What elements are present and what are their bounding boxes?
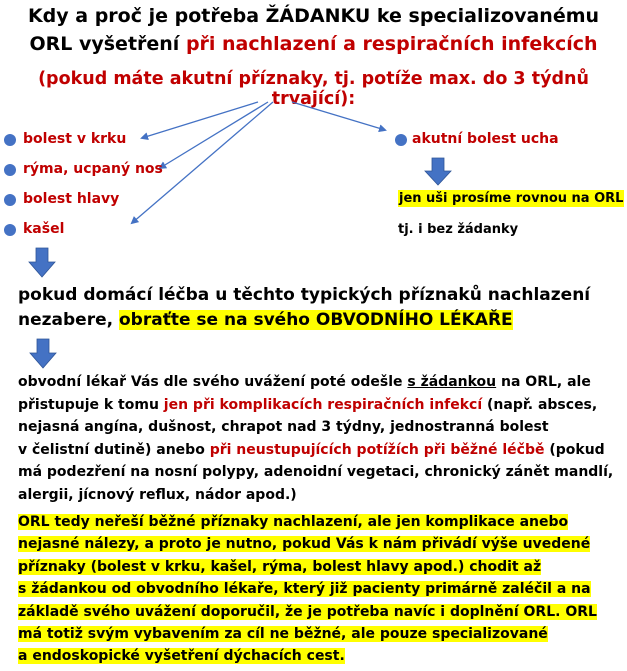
title-line-2-red: při nachlazení a respiračních infekcích bbox=[185, 33, 598, 55]
para3-line-text: má totiž svým vybavením za cíl ne běžné, ale pouze specializované bbox=[18, 626, 548, 643]
para3-line bbox=[18, 623, 618, 645]
para3-line bbox=[18, 645, 618, 667]
para2-text: (např. absces, bbox=[482, 396, 598, 413]
down-arrow-icon-2 bbox=[30, 339, 56, 368]
symptom-label: rýma, ucpaný nos bbox=[23, 161, 163, 177]
symptom-label: bolest hlavy bbox=[23, 191, 120, 207]
para2-text: na ORL, ale bbox=[496, 374, 591, 390]
title-line-1: Kdy a proč je potřeba ŽÁDANKU ke specializovanému bbox=[27, 5, 600, 27]
para2-line: alergii, jícnový reflux, nádor apod.) bbox=[18, 486, 297, 503]
arrow-to-ryma bbox=[160, 102, 268, 168]
para2-text: (pokud bbox=[544, 441, 605, 458]
para3-line-text: základě svého uvážení doporučil, že je potřeba navíc i doplnění ORL. ORL bbox=[18, 603, 597, 620]
ear-note-line-2: tj. i bez žádanky bbox=[398, 222, 519, 237]
para2-text: přistupuje k tomu bbox=[18, 396, 164, 413]
down-arrow-icon-1 bbox=[29, 248, 55, 277]
para2-line bbox=[18, 371, 618, 394]
para2-line: nejasná angína, dušnost, chrapot nad 3 týdny, jednostranná bolest bbox=[18, 419, 549, 435]
down-arrow-icon-ear bbox=[425, 158, 451, 185]
para3-line-text: ORL tedy neřeší běžné příznaky nachlazení, ale jen komplikace anebo bbox=[18, 514, 569, 530]
ear-label: akutní bolest ucha bbox=[412, 131, 559, 147]
para3-line bbox=[18, 578, 618, 600]
arrow-to-bolest-krku bbox=[142, 102, 258, 138]
subtitle: (pokud máte akutní příznaky, tj. potíže max. do 3 týdnů trvající): bbox=[38, 69, 589, 109]
para2-red-complications: jen při komplikacích respiračních infekcí bbox=[163, 396, 483, 413]
para3-line-text: nejasné nálezy, a proto je nutno, pokud Vás k nám přivádí výše uvedené bbox=[18, 536, 591, 553]
title-line-2-black: ORL vyšetření bbox=[29, 33, 186, 55]
para3-line-text: s žádankou od obvodního lékaře, který již pacienty primárně zaléčil a na bbox=[18, 581, 591, 598]
bullet-dot-icon bbox=[4, 134, 16, 146]
arrow-to-ucho bbox=[292, 102, 385, 130]
para3-line bbox=[18, 556, 618, 578]
para1-line-2 bbox=[18, 308, 618, 333]
para3-line-text: příznaky (bolest v krku, kašel, rýma, bolest hlavy apod.) chodit až bbox=[18, 558, 542, 575]
para2-line bbox=[18, 439, 618, 462]
bullet-dot-icon bbox=[4, 224, 16, 236]
para1-line-1: pokud domácí léčba u těchto typických příznaků nachlazení bbox=[18, 285, 591, 305]
ear-note-highlight: jen uši prosíme rovnou na ORL bbox=[399, 191, 624, 206]
para1-line-2-plain: nezabere, bbox=[18, 310, 119, 330]
para2-text: obvodní lékař Vás dle svého uvážení poté odešle bbox=[18, 374, 408, 390]
para2-line bbox=[18, 394, 618, 417]
para3-line bbox=[18, 601, 618, 623]
para2-line: má podezření na nosní polypy, adenoidní vegetaci, chronický zánět mandlí, bbox=[18, 464, 614, 480]
para3-line-text: a endoskopické vyšetření dýchacích cest. bbox=[18, 648, 345, 665]
paragraph-gp-advice bbox=[18, 283, 618, 333]
bullet-dot-icon bbox=[4, 164, 16, 176]
bullet-dot-icon bbox=[395, 134, 407, 146]
para2-red-persistent: při neustupujících potížích při běžné léčbě bbox=[209, 441, 545, 458]
bullet-dot-icon bbox=[4, 194, 16, 206]
para3-line bbox=[18, 511, 618, 533]
symptom-label: kašel bbox=[23, 221, 65, 237]
symptom-label: bolest v krku bbox=[23, 131, 127, 147]
paragraph-referral bbox=[18, 371, 618, 506]
paragraph-orl-explanation bbox=[18, 511, 618, 668]
para3-line bbox=[18, 533, 618, 555]
para2-text: v čelistní dutině) anebo bbox=[18, 441, 210, 458]
para1-highlight: obraťte se na svého OBVODNÍHO LÉKAŘE bbox=[119, 310, 513, 330]
para2-underline-zadanka: s žádankou bbox=[407, 374, 497, 390]
